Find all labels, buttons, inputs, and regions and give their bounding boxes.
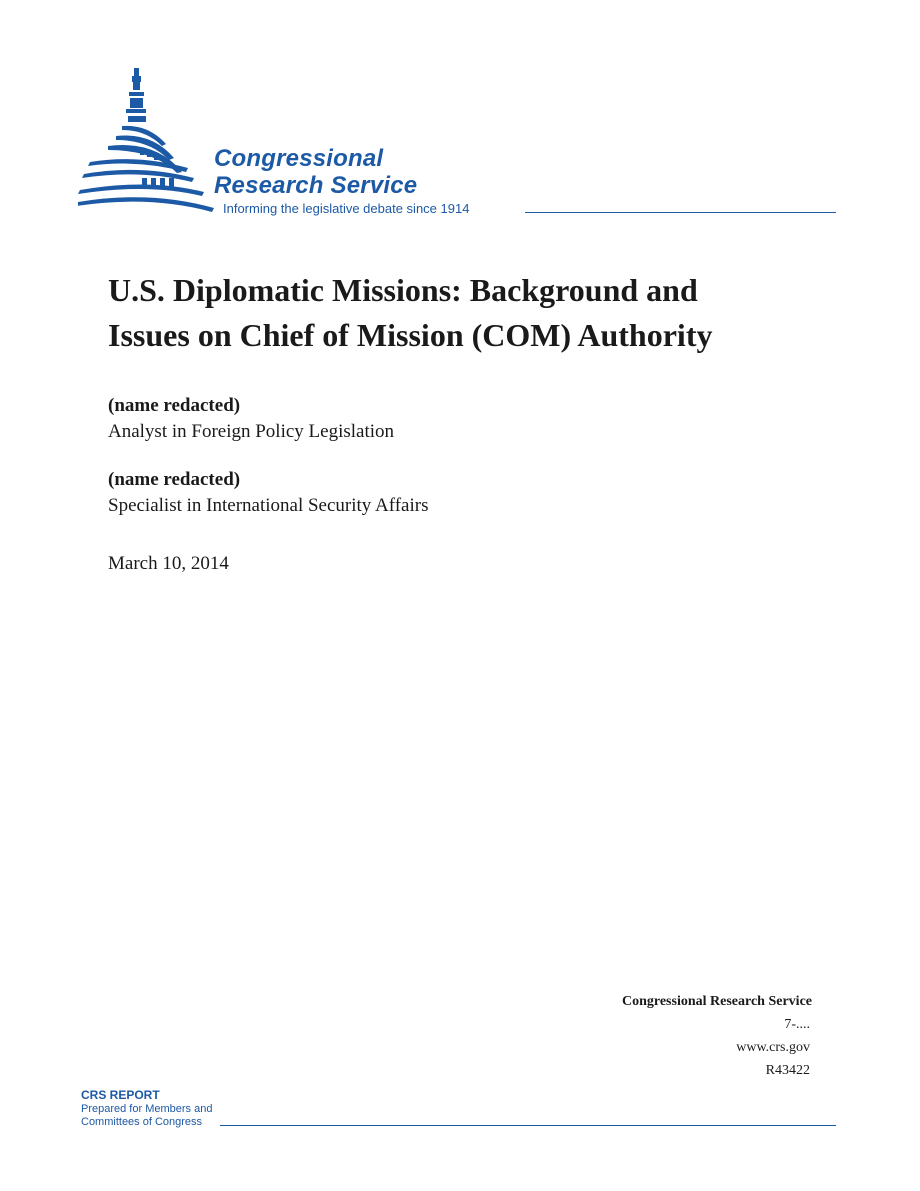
- report-id: R43422: [765, 1063, 810, 1078]
- crs-website-link[interactable]: www.crs.gov: [736, 1040, 810, 1055]
- footer-block: [81, 1089, 212, 1130]
- capitol-dome-icon: [78, 66, 218, 218]
- logo-tagline: Informing the legislative debate since 1914: [223, 201, 470, 216]
- author-role: Specialist in International Security Affairs: [108, 495, 429, 516]
- author-name: (name redacted): [108, 395, 241, 416]
- crs-info-block: [622, 990, 812, 1082]
- header-divider: [525, 212, 836, 213]
- author-block: [108, 393, 394, 445]
- logo-name-line1: Congressional: [214, 145, 384, 172]
- footer-heading: CRS REPORT: [81, 1088, 160, 1102]
- author-name: (name redacted): [108, 469, 241, 490]
- crs-number: 7-....: [784, 1017, 810, 1032]
- logo-name-line2: Research Service: [214, 172, 418, 199]
- title-line2: Issues on Chief of Mission (COM) Authority: [108, 317, 713, 353]
- footer-divider: [220, 1125, 836, 1126]
- author-block: [108, 467, 428, 519]
- report-title: [108, 268, 828, 358]
- footer-line1: Prepared for Members and: [81, 1102, 213, 1115]
- title-line1: U.S. Diplomatic Missions: Background and: [108, 272, 698, 308]
- author-role: Analyst in Foreign Policy Legislation: [108, 421, 395, 442]
- crs-logo-name: [214, 145, 417, 199]
- crs-org-name: Congressional Research Service: [621, 994, 812, 1009]
- report-date: March 10, 2014: [108, 553, 229, 574]
- footer-line2: Committees of Congress: [81, 1116, 203, 1128]
